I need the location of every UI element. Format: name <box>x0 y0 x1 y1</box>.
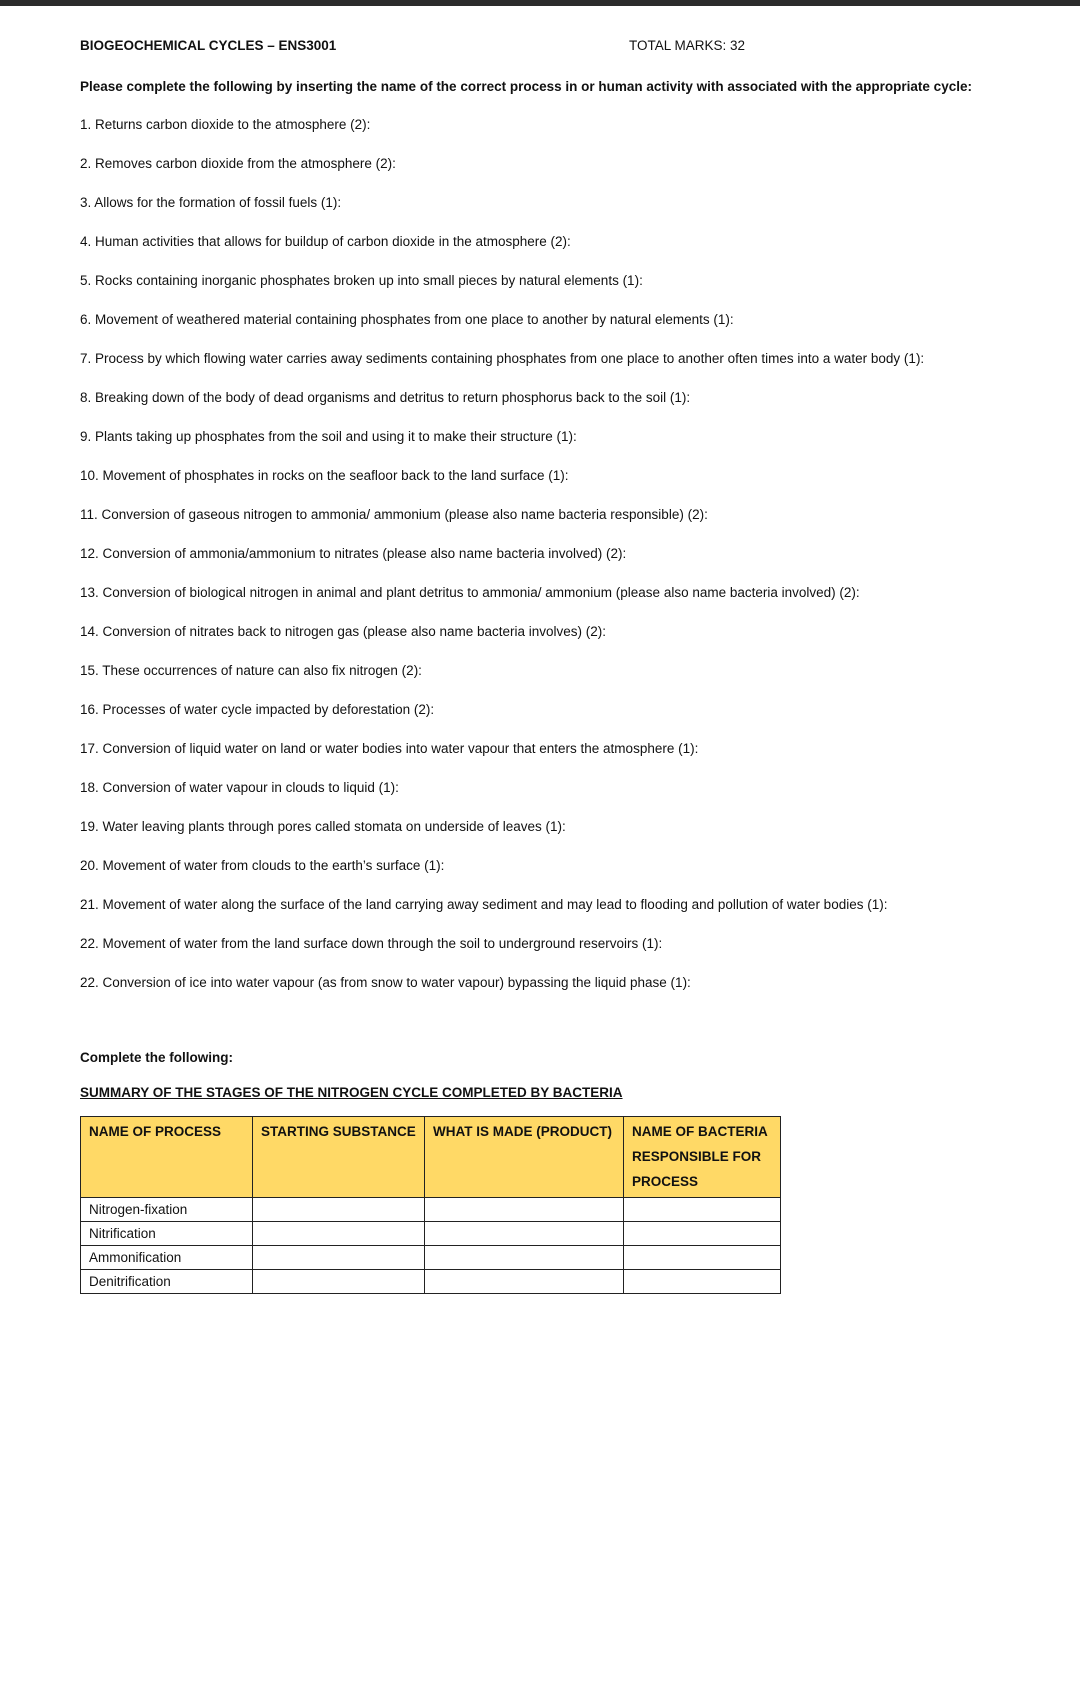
answer-cell[interactable] <box>253 1198 425 1222</box>
answer-cell[interactable] <box>624 1198 781 1222</box>
answer-cell[interactable] <box>624 1222 781 1246</box>
process-name-cell: Nitrification <box>81 1222 253 1246</box>
instructions: Please complete the following by inserting the name of the correct process in or human activity with associated with the appropriate cycle: <box>80 79 972 94</box>
answer-cell[interactable] <box>253 1270 425 1294</box>
question-list <box>80 112 1000 996</box>
question-item: 21. Movement of water along the surface of the land carrying away sediment and may lead to flooding and pollution of water bodies (1): <box>80 897 888 912</box>
table-header-row <box>81 1117 781 1198</box>
question-item: 13. Conversion of biological nitrogen in animal and plant detritus to ammonia/ ammonium (please also name bacteria involved) (2): <box>80 585 860 600</box>
question-item: 10. Movement of phosphates in rocks on the seafloor back to the land surface (1): <box>80 468 569 483</box>
question-item: 7. Process by which flowing water carries away sediments containing phosphates from one place to another often times into a water body (1): <box>80 351 925 366</box>
total-marks: TOTAL MARKS: 32 <box>629 38 746 53</box>
question-item: 8. Breaking down of the body of dead organisms and detritus to return phosphorus back to the soil (1): <box>80 390 691 405</box>
column-header: WHAT IS MADE (PRODUCT) <box>425 1117 624 1198</box>
question-item: 15. These occurrences of nature can also fix nitrogen (2): <box>80 663 422 678</box>
summary-heading: SUMMARY OF THE STAGES OF THE NITROGEN CYCLE COMPLETED BY BACTERIA <box>80 1085 623 1100</box>
nitrogen-cycle-table <box>80 1116 781 1294</box>
answer-cell[interactable] <box>425 1270 624 1294</box>
question-item: 20. Movement of water from clouds to the earth’s surface (1): <box>80 858 445 873</box>
question-item: 2. Removes carbon dioxide from the atmosphere (2): <box>80 156 396 171</box>
answer-cell[interactable] <box>253 1246 425 1270</box>
answer-cell[interactable] <box>425 1198 624 1222</box>
table-row <box>81 1246 781 1270</box>
question-item: 22. Conversion of ice into water vapour (as from snow to water vapour) bypassing the liquid phase (1): <box>80 975 691 990</box>
process-name-cell: Ammonification <box>81 1246 253 1270</box>
question-item: 6. Movement of weathered material containing phosphates from one place to another by natural elements (1): <box>80 312 734 327</box>
question-item: 9. Plants taking up phosphates from the soil and using it to make their structure (1): <box>80 429 577 444</box>
table-row <box>81 1270 781 1294</box>
column-header: NAME OF BACTERIA RESPONSIBLE FOR PROCESS <box>624 1117 781 1198</box>
question-item: 1. Returns carbon dioxide to the atmosphere (2): <box>80 117 371 132</box>
question-item: 16. Processes of water cycle impacted by deforestation (2): <box>80 702 435 717</box>
answer-cell[interactable] <box>624 1246 781 1270</box>
complete-heading: Complete the following: <box>80 1050 233 1065</box>
question-item: 3. Allows for the formation of fossil fuels (1): <box>80 195 342 210</box>
question-item: 11. Conversion of gaseous nitrogen to ammonia/ ammonium (please also name bacteria responsible) (2): <box>80 507 708 522</box>
table-row <box>81 1198 781 1222</box>
column-header: NAME OF PROCESS <box>81 1117 253 1198</box>
answer-cell[interactable] <box>425 1222 624 1246</box>
top-border <box>0 0 1080 6</box>
table-row <box>81 1222 781 1246</box>
question-item: 5. Rocks containing inorganic phosphates broken up into small pieces by natural elements (1): <box>80 273 643 288</box>
question-item: 19. Water leaving plants through pores called stomata on underside of leaves (1): <box>80 819 566 834</box>
answer-cell[interactable] <box>253 1222 425 1246</box>
question-item: 22. Movement of water from the land surface down through the soil to underground reservoirs (1): <box>80 936 663 951</box>
answer-cell[interactable] <box>624 1270 781 1294</box>
question-item: 18. Conversion of water vapour in clouds to liquid (1): <box>80 780 399 795</box>
question-item: 14. Conversion of nitrates back to nitrogen gas (please also name bacteria involves) (2): <box>80 624 607 639</box>
question-item: 4. Human activities that allows for buildup of carbon dioxide in the atmosphere (2): <box>80 234 571 249</box>
answer-cell[interactable] <box>425 1246 624 1270</box>
process-name-cell: Denitrification <box>81 1270 253 1294</box>
question-item: 17. Conversion of liquid water on land or water bodies into water vapour that enters the atmosphere (1): <box>80 741 699 756</box>
worksheet-page <box>80 38 1000 1294</box>
process-name-cell: Nitrogen-fixation <box>81 1198 253 1222</box>
question-item: 12. Conversion of ammonia/ammonium to nitrates (please also name bacteria involved) (2): <box>80 546 627 561</box>
page-header <box>80 38 1000 62</box>
course-title: BIOGEOCHEMICAL CYCLES – ENS3001 <box>80 38 337 53</box>
column-header: STARTING SUBSTANCE <box>253 1117 425 1198</box>
